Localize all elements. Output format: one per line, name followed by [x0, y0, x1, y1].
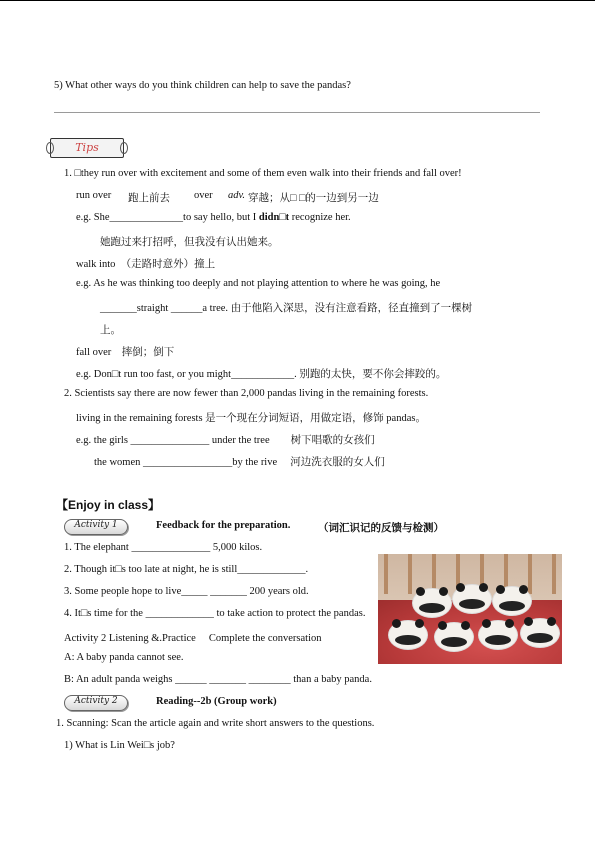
activity-1-item-4: 4. It□s time for the _____________ to take action to protect the pandas.	[64, 608, 366, 619]
tips-item-2-note: living in the remaining forests 是一个现在分词短语，用做定语，修饰 pandas。	[76, 413, 426, 424]
reading-question-1: 1) What is Lin Wei□s job?	[64, 740, 175, 751]
activity-1-item-2: 2. Though it□s too late at night, he is still_____________.	[64, 564, 309, 575]
over-meaning: 穿越；从□ □的一边到另一边	[248, 193, 379, 204]
tips-banner	[50, 138, 124, 158]
over-pos: adv.	[228, 190, 246, 201]
question-5: 5) What other ways do you think children can help to save the pandas?	[54, 80, 351, 91]
activity-1-title: Feedback for the preparation.	[156, 520, 291, 531]
example-1	[76, 212, 351, 223]
example-5: the women _________________by the rive 河边洗衣服的女人们	[94, 457, 385, 468]
activity-1-badge-label: Activity 1	[74, 520, 118, 530]
fall-over-definition: fall over 摔倒；倒下	[76, 347, 175, 358]
answer-line	[54, 112, 540, 113]
activity-1-item-3: 3. Some people hope to live_____ _______ 200 years old.	[64, 586, 309, 597]
example-4: e.g. the girls _______________ under the tree 树下唱歌的女孩们	[76, 435, 375, 446]
example-1-translation: 她跑过来打招呼，但我没有认出她来。	[100, 237, 279, 248]
example-2-line-1: e.g. As he was thinking too deeply and not playing attention to where he was going, he	[76, 278, 441, 289]
enjoy-in-class-heading: 【Enjoy in class】	[56, 498, 161, 512]
baby-pandas-photo	[378, 554, 562, 664]
listening-practice: Activity 2 Listening &.Practice Complete the conversation	[64, 633, 322, 644]
dialogue-line-a: A: A baby panda cannot see.	[64, 652, 184, 663]
activity-2-title: Reading--2b (Group work)	[156, 696, 277, 707]
activity-1-badge	[64, 519, 128, 535]
walk-into-definition: walk into （走路时意外）撞上	[76, 259, 216, 270]
run-over-meaning: 跑上前去	[128, 193, 170, 204]
dialogue-line-b: B: An adult panda weighs ______ _______ ________ than a baby panda.	[64, 674, 372, 685]
example-3: e.g. Don□t run too fast, or you might____________. 别跑的太快，要不你会摔跤的。	[76, 369, 447, 380]
page-top-rule	[0, 0, 595, 1]
tips-item-1: 1. □they run over with excitement and some of them even walk into their friends and fall over!	[64, 168, 462, 179]
scanning-instruction: 1. Scanning: Scan the article again and write short answers to the questions.	[56, 718, 375, 729]
example-1-bold: didn□t	[258, 212, 290, 223]
example-1-end: recognize her.	[289, 212, 351, 223]
example-2-line-3: 上。	[100, 325, 121, 336]
tips-label: Tips	[75, 141, 99, 154]
activity-1-item-1: 1. The elephant _______________ 5,000 kilos.	[64, 542, 263, 553]
tips-item-2: 2. Scientists say there are now fewer than 2,000 pandas living in the remaining forests.	[64, 388, 429, 399]
example-1-start: e.g. She______________to say hello, but I	[76, 212, 259, 223]
activity-1-title-cn: （词汇识记的反馈与检测）	[318, 523, 444, 534]
run-over-term: run over	[76, 190, 112, 201]
activity-2-badge	[64, 695, 128, 711]
over-term: over	[194, 190, 213, 201]
example-2-line-2: _______straight ______a tree. 由于他陷入深思，没有注意看路，径直撞到了一棵树	[100, 303, 473, 314]
activity-2-badge-label: Activity 2	[74, 696, 118, 706]
